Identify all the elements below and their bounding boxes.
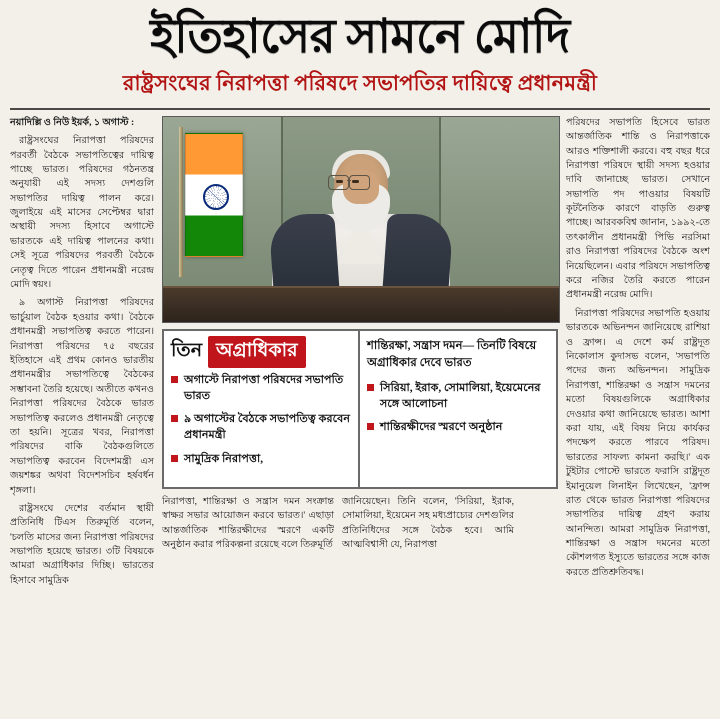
priority-title-highlight: অগ্রাধিকার [208, 336, 306, 368]
page-headline: ইতিহাসের সামনে মোদি [150, 11, 570, 63]
priority-box-left [164, 331, 360, 487]
glasses-bridge [347, 180, 351, 182]
priority-box-right [360, 331, 556, 487]
page-subheadline: রাষ্ট্রসংঘের নিরাপত্তা পরিষদে সভাপতির দায়িত্বে প্রধানমন্ত্রী [122, 70, 598, 95]
left-paragraph-1: রাষ্ট্রসংঘের নিরাপত্তা পরিষদের পরবর্তী বৈঠকে সভাপতিত্বের দায়িত্ব পাচ্ছে ভারত। পরিষদের গঠনতন্ত্র অনুযায়ী এই সদস্য দেশগুলি সভাপতির দায়িত্ব পালন করে। জুলাইয়ে এই মাসের সেপ্টেম্বর দ্বারা অস্থায়ী সদস্য হিসাবে অগাস্টে ভারতকে এই দায়িত্ব পালনের কথা। সেই সূত্রে পরিষদের পরবর্তী বৈঠকে নেতৃত্ব দিতে পারেন প্রধানমন্ত্রী নরেন্দ্র মোদি স্বয়ং। [10, 135, 154, 291]
priority-title-plain: তিন [171, 339, 203, 361]
list-item: ৯ অগাস্টের বৈঠকে সভাপতিত্ব করবেন প্রধানমন্ত্রী [171, 411, 351, 443]
figure-eye-right [352, 180, 359, 183]
article-photo [162, 116, 560, 323]
flag-pole [179, 127, 183, 277]
right-paragraph-2: নিরাপত্তা পরিষদের সভাপতি হওয়ায় ভারতকে অভিনন্দন জানিয়েছে রাশিয়া ও ফ্রান্স। এ দেশে কর্ম রাষ্ট্রদূত নিকোলাস কুদাসভ বলেন, 'সভাপতি পদের জন্য অভিনন্দন। সামুদ্রিক নিরাপত্তা, শান্তিরক্ষা ও সন্ত্রাস দমনের মতো বিষয়গুলিকে অগ্রাধিকার দেওয়ার কথা জানিয়েছে ভারত। আশা করা যায়, এই বিষয় নিয়ে কার্যকর পদক্ষেপ করতে পারবে পরিষদ। ভারতের সাফল্য কামনা করছি।' এক টুইটার পোস্টে ভারতে ফরাসি রাষ্ট্রদূত ইমানুয়েল লিনাইন লিখেছেন, 'ফ্রান্স রাত থেকে ভারত নিরাপত্তা পরিষদের সভাপতির দায়িত্ব গ্রহণ করায় আনন্দিত। আমরা সামুদ্রিক নিরাপত্তা, শান্তিরক্ষা ও সন্ত্রাস দমনের মতো কৌশলগত ইস্যুতে ভারতের সঙ্গে কাজ করতে প্রতিশ্রুতিবদ্ধ। [566, 307, 710, 578]
article-body [10, 116, 710, 593]
center-column [162, 116, 558, 557]
bottom-paragraph-1: নিরাপত্তা, শান্তিরক্ষা ও সন্ত্রাস দমন সংক্রান্ত স্বাক্ষর সভার আয়োজন করবে ভারত।' এছাড়া আন্তর্জাতিক শান্তিরক্ষীদের স্মরণে একটি অনুষ্ঠান করার পরিকল্পনা রয়েছে বলে তিরুমূর্তি [162, 495, 334, 550]
list-item: শান্তিরক্ষীদের স্মরণে অনুষ্ঠান [367, 419, 549, 435]
list-item: অগাস্টে নিরাপত্তা পরিষদের সভাপতি ভারত [171, 372, 351, 404]
right-paragraph-1: পরিষদের সভাপতি হিসেবে ভারত আন্তর্জাতিক শান্তি ও নিরাপত্তাকে আরও শক্তিশালী করবে। বহু বছর ধরে নিরাপত্তা পরিষদে স্থায়ী সদস্য হওয়ার দাবি জানাচ্ছে ভারত। সেখানে সভাপতি পদ পাওয়ার বিষয়টি কূটনৈতিক কারণে বাড়তি গুরুত্ব পাচ্ছে। আরবকবিশ্ব জানান, ১৯৯২-তে তৎকালীন প্রধানমন্ত্রী পিভি নরসিমা রাও নিরাপত্তা পরিষদের বৈঠকে অংশ নিয়েছিলেন। এবার পরিষদে সভাপতিত্ব করে নজির তৈরি করতে পারেন প্রধানমন্ত্রী নরেন্দ্র মোদি। [566, 116, 710, 301]
bottom-paragraph-2: জানিয়েছেন। তিনি বলেন, 'সিরিয়া, ইরাক, সোমালিয়া, ইয়েমেন সহ মধ্যপ্রাচ্যের দেশগুলির প্রতিনিধিদের সঙ্গে বৈঠক হবে। আমি আত্মবিশ্বাসী যে, নিরাপত্তা [342, 495, 514, 550]
right-text-column [566, 116, 710, 585]
priority-right-list [367, 380, 549, 436]
dateline: নয়াদিল্লি ও নিউ ইয়র্ক, ১ অগাস্ট : [10, 116, 135, 128]
list-item: সামুদ্রিক নিরাপত্তা, [171, 451, 351, 467]
list-item: সিরিয়া, ইরাক, সোমালিয়া, ইয়েমেনের সঙ্গে আলোচনা [367, 380, 549, 412]
left-paragraph-2: ৯ অগাস্ট নিরাপত্তা পরিষদের ভার্চুয়াল বৈঠক হওয়ার কথা। বৈঠকে প্রধানমন্ত্রী সভাপতিত্ব করতে পারেন। নিরাপত্তা পরিষদের ৭৫ বছরের ইতিহাসে এই প্রথম কোনও ভারতীয় প্রধানমন্ত্রীর সভাপতিত্বে বৈঠকের সম্ভাবনা তৈরি হয়েছে। অতীতে কখনও নিরাপত্তা পরিষদের বৈঠকে ভারত সভাপতিত্ব করলেও প্রধানমন্ত্রী নেতৃত্বে তা হয়নি। সূত্রের খবর, নিরাপত্তা পরিষদের বাকি বৈঠকগুলিতে সভাপতিত্ব করবেন বিদেশমন্ত্রী এস জয়শঙ্কর অথবা বিদেশসচিব হর্ষবর্ধন শৃঙ্গলা। [10, 297, 154, 496]
photo-desk [163, 286, 559, 322]
priority-box-title [164, 331, 358, 372]
priority-left-list [164, 372, 358, 467]
left-text-column [10, 116, 154, 593]
priority-box [162, 329, 558, 489]
bottom-text-columns [162, 495, 558, 557]
header-divider [10, 108, 710, 110]
bottom-column-1 [162, 495, 334, 557]
india-flag-icon [185, 133, 243, 257]
bottom-column-2 [342, 495, 514, 557]
figure-eye-left [336, 180, 343, 183]
left-paragraph-3: রাষ্ট্রসংঘে দেশের বর্তমান স্থায়ী প্রতিনিধি টিএস তিরুমূর্তি বলেন, 'চলতি মাসের জন্য নিরাপত্তা পরিষদের সভাপতি হয়েছে ভারত। ৩টি বিষয়কে আমরা অগ্রাধিকার দিচ্ছি। ভারতের হিসাবে সামুদ্রিক [10, 502, 154, 586]
priority-right-intro: শান্তিরক্ষা, সন্ত্রাস দমন— তিনটি বিষয়ে অগ্রাধিকার দেবে ভারত [367, 338, 537, 370]
